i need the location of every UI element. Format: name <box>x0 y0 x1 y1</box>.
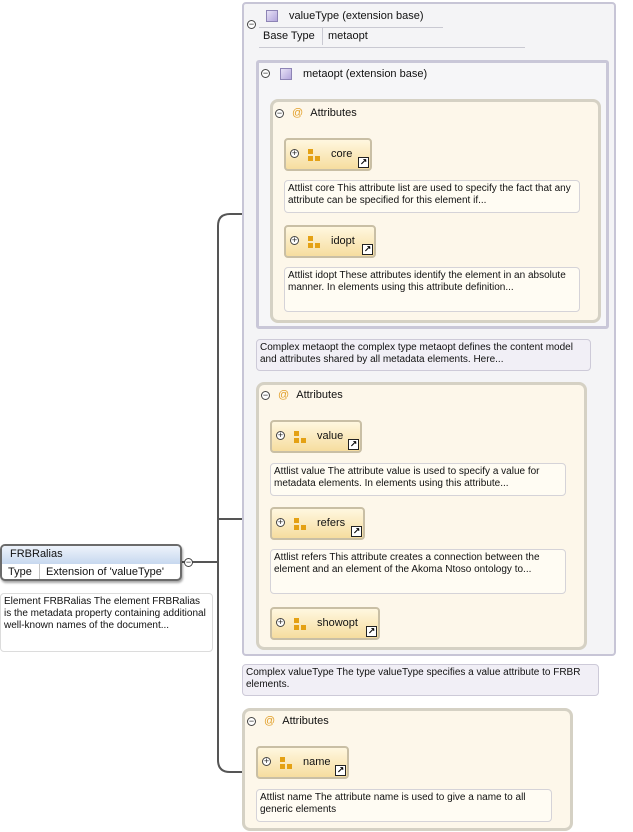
attribute-description: Attlist value The attribute value is used to specify a value for metadata elements. In elements using this attribute... <box>270 463 566 496</box>
attribute-icon <box>294 618 307 631</box>
attribute-icon <box>294 518 307 531</box>
attribute-core[interactable] <box>284 138 372 171</box>
link-arrow-icon[interactable]: ↗ <box>367 626 376 636</box>
attribute-description: Attlist refers This attribute creates a connection between the element and an element of the Akoma Ntoso ontology to... <box>270 549 566 594</box>
attribute-description: Attlist name The attribute name is used to give a name to all generic elements <box>256 789 552 822</box>
complex-type-icon <box>266 10 278 22</box>
link-arrow-icon[interactable]: ↗ <box>359 157 368 167</box>
attributes-title: @ Attributes <box>264 715 329 727</box>
root-description: Element FRBRalias The element FRBRalias is the metadata property containing additional well-known names of the document... <box>0 593 213 652</box>
expand-toggle-icon[interactable]: + <box>291 148 298 158</box>
valuetype-description: Complex valueType The type valueType specifies a value attribute to FRBR elements. <box>242 664 599 696</box>
base-type-separator <box>259 47 525 48</box>
attribute-icon <box>280 757 293 770</box>
at-icon: @ <box>292 107 304 119</box>
attribute-icon <box>308 236 321 249</box>
expand-toggle-icon[interactable]: + <box>277 517 284 527</box>
attribute-icon <box>308 149 321 162</box>
attribute-value[interactable] <box>270 420 362 453</box>
attribute-name: core <box>331 148 353 160</box>
root-collapse-icon[interactable]: − <box>185 557 192 567</box>
attribute-name: name <box>303 756 331 768</box>
attributes-title: @ Attributes <box>278 389 343 401</box>
attribute-name: showopt <box>317 617 358 629</box>
link-arrow-icon[interactable]: ↗ <box>352 526 361 536</box>
root-element-name: FRBRalias <box>10 548 63 560</box>
root-type-label: Type <box>8 566 32 578</box>
metaopt-title: metaopt (extension base) <box>303 68 428 80</box>
attribute-refers[interactable] <box>270 507 365 540</box>
attribute-showopt[interactable] <box>270 607 380 640</box>
link-arrow-icon[interactable]: ↗ <box>336 765 345 775</box>
attributes-collapse-icon[interactable]: − <box>248 716 255 726</box>
link-arrow-icon[interactable]: ↗ <box>363 244 372 254</box>
attributes-title: @ Attributes <box>292 107 357 119</box>
attribute-idopt[interactable] <box>284 225 376 258</box>
attribute-description: Attlist idopt These attributes identify the element in an absolute manner. In elements using this attribute definition... <box>284 267 580 312</box>
base-type-divider <box>322 28 323 45</box>
expand-toggle-icon[interactable]: + <box>277 617 284 627</box>
attribute-name-box[interactable] <box>256 746 349 779</box>
attributes-collapse-icon[interactable]: − <box>262 390 269 400</box>
root-type-divider <box>39 564 40 581</box>
expand-toggle-icon[interactable]: + <box>277 430 284 440</box>
at-icon: @ <box>278 389 290 401</box>
complex-type-icon <box>280 68 292 80</box>
base-type-label: Base Type <box>263 30 315 42</box>
expand-toggle-icon[interactable]: + <box>263 756 270 766</box>
metaopt-description: Complex metaopt the complex type metaopt defines the content model and attributes shared by all metadata elements. Here... <box>256 339 591 371</box>
metaopt-collapse-icon[interactable]: − <box>262 68 269 78</box>
attributes-collapse-icon[interactable]: − <box>276 108 283 118</box>
base-type-value: metaopt <box>328 30 368 42</box>
attribute-description: Attlist core This attribute list are used to specify the fact that any attribute can be specified for this element if... <box>284 180 580 213</box>
root-type-value: Extension of 'valueType' <box>46 566 164 578</box>
valuetype-collapse-icon[interactable]: − <box>248 19 255 29</box>
valuetype-title-separator <box>259 27 443 28</box>
valuetype-title: valueType (extension base) <box>289 10 424 22</box>
link-arrow-icon[interactable]: ↗ <box>349 439 358 449</box>
root-element-box[interactable] <box>0 544 182 581</box>
at-icon: @ <box>264 715 276 727</box>
attribute-name: idopt <box>331 235 355 247</box>
attribute-name: value <box>317 430 344 442</box>
expand-toggle-icon[interactable]: + <box>291 235 298 245</box>
attribute-icon <box>294 431 307 444</box>
attribute-name: refers <box>317 517 346 529</box>
